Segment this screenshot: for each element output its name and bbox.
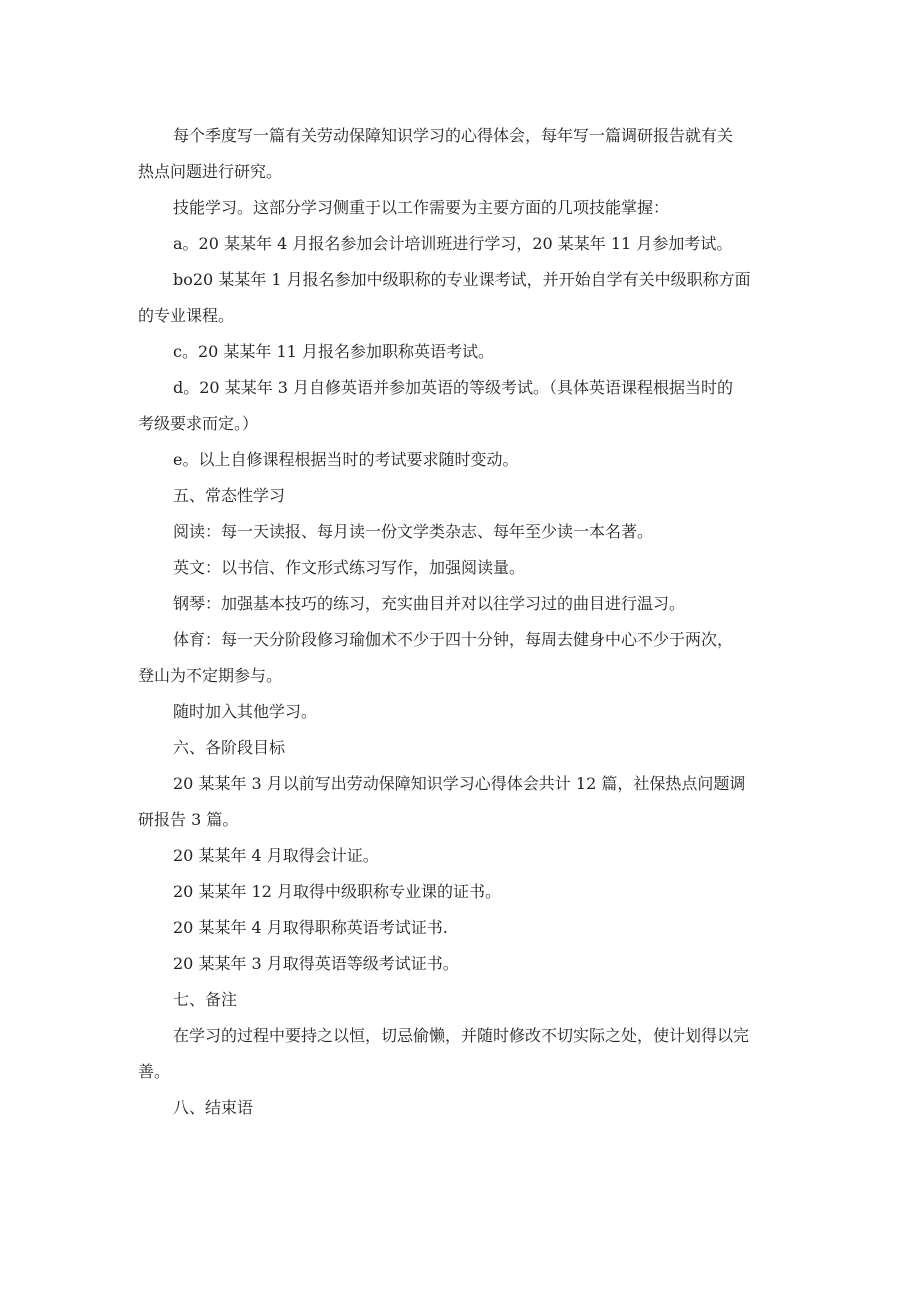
section-heading-8 bbox=[138, 1090, 788, 1126]
paragraph-remarks bbox=[138, 1018, 788, 1090]
text-line: 钢琴：加强基本技巧的练习，充实曲目并对以往学习过的曲目进行温习。 bbox=[173, 594, 686, 613]
text-line: 的专业课程。 bbox=[138, 306, 235, 325]
paragraph-item-b bbox=[138, 262, 788, 334]
paragraph-goal-accounting bbox=[138, 838, 788, 874]
paragraph-sports bbox=[138, 622, 788, 694]
text-line: e。以上自修课程根据当时的考试要求随时变动。 bbox=[173, 450, 519, 469]
text-line: d。20 某某年 3 月自修英语并参加英语的等级考试。（具体英语课程根据当时的 bbox=[173, 378, 734, 397]
paragraph-item-c bbox=[138, 334, 788, 370]
text-line: 善。 bbox=[138, 1062, 171, 1081]
paragraph-goal-title bbox=[138, 874, 788, 910]
text-line: 六、各阶段目标 bbox=[173, 738, 286, 757]
document-body bbox=[138, 118, 788, 1126]
paragraph-item-a bbox=[138, 226, 788, 262]
paragraph-skill-learning bbox=[138, 190, 788, 226]
section-heading-5 bbox=[138, 478, 788, 514]
paragraph-item-d bbox=[138, 370, 788, 442]
text-line: 体育：每一天分阶段修习瑜伽术不少于四十分钟，每周去健身中心不少于两次， bbox=[173, 630, 734, 649]
paragraph-piano bbox=[138, 586, 788, 622]
paragraph-goal-english-level bbox=[138, 946, 788, 982]
paragraph-item-e bbox=[138, 442, 788, 478]
text-line: 阅读：每一天读报、每月读一份文学类杂志、每年至少读一本名著。 bbox=[173, 522, 654, 541]
text-line: 考级要求而定。） bbox=[138, 414, 259, 433]
text-line: 20 某某年 3 月取得英语等级考试证书。 bbox=[173, 954, 459, 973]
text-line: 七、备注 bbox=[173, 990, 238, 1009]
text-line: 20 某某年 3 月以前写出劳动保障知识学习心得体会共计 12 篇，社保热点问题调 bbox=[173, 774, 746, 793]
paragraph-reading bbox=[138, 514, 788, 550]
text-line: 随时加入其他学习。 bbox=[173, 702, 318, 721]
text-line: 在学习的过程中要持之以恒，切忌偷懒，并随时修改不切实际之处，使计划得以完 bbox=[173, 1026, 750, 1045]
paragraph-english bbox=[138, 550, 788, 586]
text-line: 20 某某年 4 月取得会计证。 bbox=[173, 846, 379, 865]
paragraph-quarterly-essay bbox=[138, 118, 788, 190]
text-line: 技能学习。这部分学习侧重于以工作需要为主要方面的几项技能掌握： bbox=[173, 198, 670, 217]
section-heading-7 bbox=[138, 982, 788, 1018]
paragraph-goal-essays bbox=[138, 766, 788, 838]
text-line: 研报告 3 篇。 bbox=[138, 810, 239, 829]
text-line: 热点问题进行研究。 bbox=[138, 162, 283, 181]
text-line: c。20 某某年 11 月报名参加职称英语考试。 bbox=[173, 342, 494, 361]
text-line: 20 某某年 12 月取得中级职称专业课的证书。 bbox=[173, 882, 501, 901]
paragraph-goal-title-english bbox=[138, 910, 788, 946]
paragraph-other-learning bbox=[138, 694, 788, 730]
text-line: a。20 某某年 4 月报名参加会计培训班进行学习，20 某某年 11 月参加考试。 bbox=[173, 234, 733, 253]
text-line: bo20 某某年 1 月报名参加中级职称的专业课考试，并开始自学有关中级职称方面 bbox=[173, 270, 751, 289]
text-line: 每个季度写一篇有关劳动保障知识学习的心得体会，每年写一篇调研报告就有关 bbox=[173, 126, 734, 145]
section-heading-6 bbox=[138, 730, 788, 766]
text-line: 英文：以书信、作文形式练习写作，加强阅读量。 bbox=[173, 558, 526, 577]
text-line: 五、常态性学习 bbox=[173, 486, 286, 505]
text-line: 20 某某年 4 月取得职称英语考试证书. bbox=[173, 918, 448, 937]
text-line: 八、结束语 bbox=[173, 1098, 254, 1117]
text-line: 登山为不定期参与。 bbox=[138, 666, 283, 685]
